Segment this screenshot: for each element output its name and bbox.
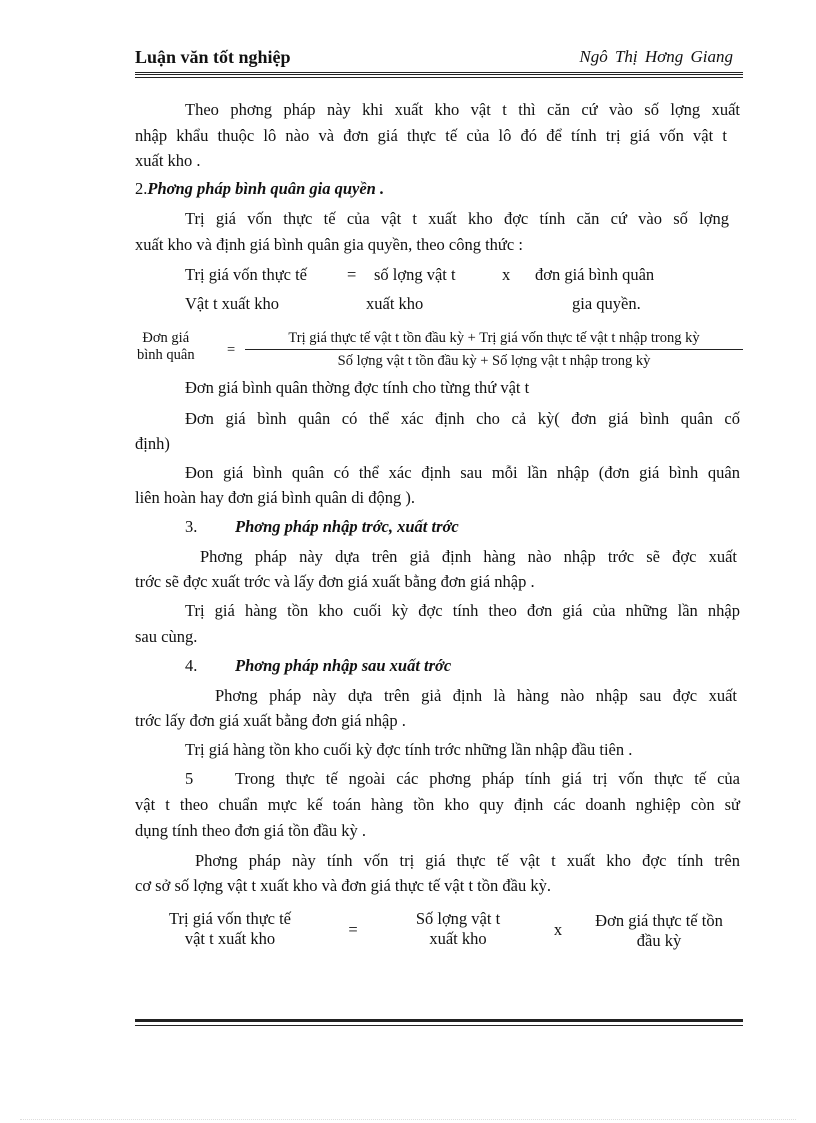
section-number: 4. (185, 656, 198, 675)
paragraph-line: Theo phơng pháp này khi xuất kho vật t thì căn cứ vào số lợng xuất (185, 100, 740, 119)
paragraph-line: Đơn giá bình quân có thể xác định cho cả kỳ( đơn giá bình quân cố (185, 409, 740, 428)
formula-label: Trị giá vốn thực tế (185, 265, 307, 284)
paragraph-line: liên hoàn hay đơn giá bình quân di động ). (135, 488, 416, 507)
formula-label-line: Đơn giá (142, 330, 190, 346)
section-title: Phơng pháp nhập sau xuất trớc (235, 656, 452, 675)
paragraph-line: định) (135, 434, 170, 453)
section-heading-3 (185, 517, 197, 537)
paragraph-line: cơ sở số lợng vật t xuất kho và đơn giá thực tế vật t tồn đầu kỳ. (135, 876, 551, 895)
paragraph-line: Trị giá hàng tồn kho cuối kỳ đợc tính theo đơn giá của những lần nhập (185, 601, 740, 620)
formula-line: vật t xuất kho (184, 929, 276, 948)
formula-equals: = (348, 920, 358, 939)
paragraph-line: trớc sẽ đợc xuất trớc và lấy đơn giá xuất bằng đơn giá nhập . (135, 572, 535, 591)
paragraph-line: vật t theo chuẩn mực kế toán hàng tồn kho quy định các doanh nghiệp còn sử (135, 795, 740, 814)
paragraph-line: Trị giá vốn thực tế của vật t xuất kho đợc tính căn cứ vào số lợng (185, 209, 729, 228)
paragraph-line: nhập khẩu thuộc lô nào và đơn giá thực tế của lô đó để tính trị giá vốn vật t (135, 126, 727, 145)
header-title: Luận văn tốt nghiệp (135, 47, 291, 67)
section-number: 3. (185, 517, 198, 536)
header-rule (135, 72, 743, 78)
formula-line: xuất kho (429, 929, 487, 948)
formula-times: x (502, 265, 511, 284)
formula-equals: = (227, 342, 236, 358)
formula-term (150, 909, 310, 949)
paragraph-line: Phơng pháp này dựa trên giả định hàng nào nhập trớc sẽ đợc xuất (200, 547, 737, 566)
formula-term (580, 911, 738, 951)
section-heading-4 (185, 656, 197, 676)
formula-term: gia quyền. (572, 294, 641, 313)
paragraph-line: Trị giá hàng tồn kho cuối kỳ đợc tính trớc những lần nhập đầu tiên . (185, 740, 633, 759)
footer-rule (135, 1019, 743, 1026)
paragraph-line: Phơng pháp này dựa trên giả định là hàng nào nhập sau đợc xuất (215, 686, 737, 705)
formula-line: Trị giá vốn thực tế (169, 909, 291, 928)
paragraph-line: Đon giá bình quân có thể xác định sau mỗi lần nhập (đơn giá bình quân (185, 463, 740, 482)
paragraph-line: xuất kho . (135, 151, 201, 170)
formula-label (137, 330, 195, 364)
average-price-formula (135, 330, 743, 370)
formula-times: x (553, 920, 563, 939)
paragraph-line: sau cùng. (135, 627, 198, 646)
formula-line: Số lợng vật t (415, 909, 501, 928)
paragraph-line: Đơn giá bình quân thờng đợc tính cho từng thứ vật t (185, 378, 530, 397)
paragraph-line: Trong thực tế ngoài các phơng pháp tính giá trị vốn thực tế của (235, 769, 740, 788)
formula-numerator: Trị giá thực tế vật t tồn đầu kỳ + Trị giá vốn thực tế vật t nhập trong kỳ (245, 330, 743, 350)
page-edge-divider (20, 1119, 796, 1120)
header-author: Ngô Thị Hơng Giang (579, 47, 733, 66)
formula-label: Vật t xuất kho (185, 294, 279, 313)
section-number: 2. (135, 179, 148, 198)
formula-term: xuất kho (366, 294, 424, 313)
formula-term: đơn giá bình quân (535, 265, 655, 284)
paragraph-line: dụng tính theo đơn giá tồn đầu kỳ . (135, 821, 366, 840)
formula-label-line: bình quân (137, 347, 195, 363)
formula-denominator: Số lợng vật t tồn đầu kỳ + Số lợng vật t nhập trong kỳ (337, 353, 651, 369)
paragraph-line: Phơng pháp này tính vốn trị giá thực tế vật t xuất kho đợc tính trên (195, 851, 740, 870)
section-title: Phơng pháp bình quân gia quyền . (147, 179, 385, 198)
formula-line: đầu kỳ (636, 931, 682, 950)
paragraph-line: trớc lấy đơn giá xuất bằng đơn giá nhập . (135, 711, 406, 730)
formula-line: Đơn giá thực tế tồn (595, 911, 723, 930)
paragraph-line: xuất kho và định giá bình quân gia quyền, theo công thức : (135, 235, 523, 254)
section-heading-2 (135, 179, 384, 199)
paragraph-number: 5 (185, 769, 194, 788)
formula-term (388, 909, 528, 949)
section-title: Phơng pháp nhập trớc, xuất trớc (235, 517, 459, 536)
formula-term: số lợng vật t (374, 265, 456, 284)
page-header (135, 47, 743, 69)
formula-equals: = (347, 265, 357, 284)
